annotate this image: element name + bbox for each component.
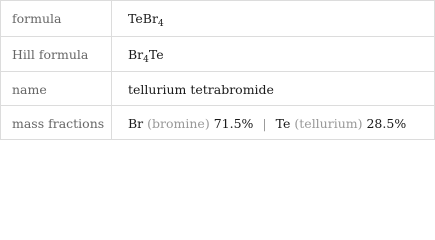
table-row-hill-formula: [1, 36, 434, 71]
fraction-name-br: (bromine): [147, 115, 210, 131]
fraction-name-te: (tellurium): [294, 115, 363, 131]
hill-subscript: 4: [143, 54, 149, 65]
fraction-percent-te: 28.5%: [366, 115, 407, 131]
table-row-name: [1, 71, 434, 106]
formula-subscript: 4: [157, 19, 164, 29]
label-hill-formula: Hill formula: [12, 46, 89, 62]
fraction-percent-br: 71.5%: [213, 115, 254, 131]
hill-element-1: Br: [128, 46, 144, 62]
label-name: name: [12, 81, 47, 97]
fraction-symbol-te: Te: [275, 115, 291, 131]
value-name: tellurium tetrabromide: [128, 81, 274, 97]
label-mass-fractions: mass fractions: [12, 115, 105, 131]
label-formula: formula: [12, 11, 62, 26]
value-hill-formula: [111, 46, 164, 65]
value-formula: [111, 11, 164, 29]
formula-text: TeBr: [128, 11, 158, 26]
fraction-symbol-br: Br: [128, 115, 144, 131]
table-row-mass-fractions: [1, 105, 434, 140]
hill-element-2: Te: [148, 46, 164, 62]
table-row-formula: [1, 1, 434, 36]
fraction-separator: |: [262, 115, 267, 131]
value-mass-fractions: [111, 116, 406, 131]
